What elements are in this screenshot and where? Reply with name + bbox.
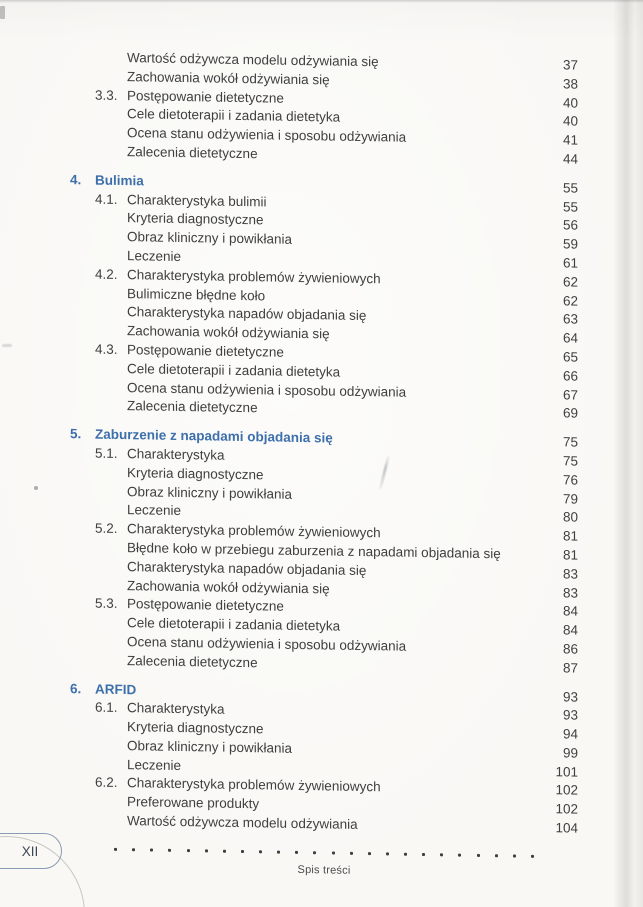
roman-page-number: XII	[21, 843, 39, 859]
toc-entry-page: 59	[562, 236, 578, 252]
toc-entry-page: 62	[562, 292, 578, 309]
toc-entry-page: 56	[562, 217, 578, 233]
toc-entry-page: 40	[562, 113, 578, 129]
toc-entry-page: 41	[562, 132, 578, 148]
toc-entry-page: 102	[555, 801, 578, 817]
toc-entry-label: Bulimia	[95, 172, 144, 189]
toc-entry-number: 4.3.	[95, 341, 118, 357]
toc-entry-label: Cele dietoterapii i zadania dietetyka	[127, 106, 341, 126]
toc-entry-label: Obraz kliniczny i powikłania	[127, 229, 293, 248]
toc-entry-label: Charakterystyka napadów objadania się	[127, 558, 367, 578]
divider-dot	[404, 853, 407, 856]
divider-dot	[458, 853, 461, 856]
toc-entry-page: 84	[562, 603, 578, 619]
toc-entry-page: 84	[562, 622, 578, 638]
toc-entry-page: 61	[562, 255, 578, 271]
toc-entry-number: 4.1.	[95, 191, 118, 207]
divider-dot	[531, 855, 534, 858]
toc-entry-label: Charakterystyka	[127, 446, 225, 463]
divider-dot	[223, 850, 226, 853]
toc-entry-page: 81	[562, 547, 578, 563]
toc-entry-label: Kryteria diagnostyczne	[127, 719, 264, 737]
toc-entry-label: Ocena stanu odżywienia i sposobu odżywiania	[127, 125, 407, 145]
toc-entry-page: 63	[562, 311, 578, 327]
toc-section	[70, 425, 578, 678]
toc-entry-label: Charakterystyka napadów objadania się	[127, 304, 367, 324]
divider-dot	[132, 848, 135, 851]
toc-entry-number: 6.1.	[95, 699, 118, 716]
toc-entry-label: Bulimiczne błędne koło	[127, 285, 266, 303]
toc-entry-page: 40	[562, 94, 578, 111]
divider-dot	[422, 853, 425, 856]
toc-entry-number: 6.	[70, 680, 82, 696]
footer-dotted-divider	[114, 848, 534, 858]
toc-entry-label: Charakterystyka problemów żywieniowych	[127, 775, 381, 795]
toc-section	[70, 680, 578, 839]
toc-entry-label: Wartość odżywcza modelu odżywiania	[127, 813, 358, 833]
divider-dot	[168, 849, 171, 852]
toc-entry-number: 5.3.	[95, 595, 118, 612]
toc-entry-label: Charakterystyka	[127, 700, 225, 718]
toc-entry-number: 5.1.	[95, 445, 118, 461]
toc-entry-page: 83	[562, 566, 578, 582]
toc-entry-page: 37	[562, 57, 578, 73]
toc-entry-label: Kryteria diagnostyczne	[127, 464, 264, 483]
toc-entry-page: 93	[562, 688, 578, 705]
toc-entry-page: 75	[562, 453, 578, 469]
toc-section	[70, 48, 578, 169]
footer-section-label: Spis treści	[297, 863, 351, 877]
divider-dot	[495, 854, 498, 857]
toc-entry-label: Leczenie	[127, 248, 182, 264]
toc-entry-page: 80	[562, 509, 578, 525]
divider-dot	[241, 850, 244, 853]
toc-entry-label: Postępowanie dietetyczne	[127, 87, 284, 106]
toc-entry-page: 102	[555, 782, 578, 799]
toc-entry-page: 65	[562, 349, 578, 365]
toc-entry-label: Preferowane produkty	[127, 794, 260, 812]
toc-entry-label: Zalecenia dietetyczne	[127, 652, 258, 670]
toc-entry-label: Charakterystyka problemów żywieniowych	[127, 521, 381, 541]
divider-dot	[205, 849, 208, 852]
toc-entry-page: 38	[562, 76, 578, 92]
toc-entry-label: ARFID	[95, 681, 137, 697]
toc-entry-page: 86	[562, 641, 578, 657]
toc-entry-label: Cele dietoterapii i zadania dietetyka	[127, 615, 341, 634]
divider-dot	[440, 853, 443, 856]
toc-entry-page: 101	[555, 763, 578, 780]
toc-entry-label: Zalecenia dietetyczne	[127, 398, 258, 416]
toc-entry-label: Leczenie	[127, 502, 182, 519]
divider-dot	[295, 851, 298, 854]
toc-entry-label: Obraz kliniczny i powikłania	[127, 483, 293, 502]
toc-entry-label: Kryteria diagnostyczne	[127, 210, 264, 228]
table-of-contents	[70, 48, 578, 838]
toc-entry-page: 55	[562, 198, 578, 215]
toc-entry-label: Zaburzenie z napadami objadania się	[95, 426, 333, 446]
toc-entry-page: 83	[562, 584, 578, 601]
toc-entry-label: Zachowania wokół odżywiania się	[127, 68, 330, 88]
toc-entry-label: Zalecenia dietetyczne	[127, 144, 258, 162]
toc-entry-page: 62	[562, 274, 578, 290]
divider-dot	[259, 850, 262, 853]
toc-entry-page: 93	[562, 707, 578, 723]
toc-entry-page: 67	[562, 386, 578, 403]
toc-entry-number: 3.3.	[95, 87, 118, 103]
divider-dot	[313, 851, 316, 854]
toc-entry-number: 4.	[70, 171, 82, 188]
toc-entry-label: Charakterystyka problemów żywieniowych	[127, 266, 381, 287]
divider-dot	[350, 852, 353, 855]
toc-entry-number: 5.	[70, 426, 82, 442]
divider-dot	[386, 852, 389, 855]
toc-entry-label: Zachowania wokół odżywiania się	[127, 577, 330, 596]
toc-entry-label: Charakterystyka bulimii	[127, 191, 267, 209]
divider-dot	[477, 854, 480, 857]
toc-entry-page: 87	[562, 660, 578, 676]
divider-dot	[513, 854, 516, 857]
divider-dot	[332, 851, 335, 854]
toc-entry-number: 5.2.	[95, 520, 118, 537]
toc-entry-page: 94	[562, 726, 578, 742]
divider-dot	[368, 852, 371, 855]
divider-dot	[150, 848, 153, 851]
toc-entry-page: 69	[562, 405, 578, 421]
toc-entry-page: 64	[562, 330, 578, 346]
page-footer	[70, 847, 578, 880]
divider-dot	[114, 848, 117, 851]
toc-entry-page: 55	[562, 180, 578, 196]
toc-entry-page: 75	[562, 434, 578, 450]
toc-entry-label: Zachowania wokół odżywiania się	[127, 323, 330, 342]
toc-entry-number: 4.2.	[95, 266, 118, 282]
divider-dot	[187, 849, 190, 852]
toc-entry-label: Wartość odżywcza modelu odżywiania się	[127, 50, 379, 70]
toc-entry-label: Postępowanie dietetyczne	[127, 596, 284, 615]
toc-entry-label: Postępowanie dietetyczne	[127, 342, 284, 360]
toc-entry-label: Obraz kliniczny i powikłania	[127, 737, 293, 756]
toc-entry-page: 66	[562, 368, 578, 384]
toc-entry-label: Ocena stanu odżywienia i sposobu odżywiania	[127, 634, 407, 654]
divider-dot	[277, 850, 280, 853]
toc-entry-label: Błędne koło w przebiegu zaburzenia z napadami objadania się	[127, 540, 501, 562]
toc-entry-page: 104	[555, 820, 578, 836]
toc-entry-number: 6.2.	[95, 775, 118, 791]
toc-entry-label: Cele dietoterapii i zadania dietetyka	[127, 360, 341, 380]
toc-section	[70, 171, 578, 424]
toc-entry-label: Ocena stanu odżywienia i sposobu odżywiania	[127, 379, 407, 400]
toc-entry-page: 44	[562, 151, 578, 167]
toc-entry-label: Leczenie	[127, 756, 182, 773]
toc-entry-page: 81	[562, 528, 578, 544]
toc-entry-page: 99	[562, 745, 578, 761]
toc-entry-page: 76	[562, 472, 578, 488]
toc-entry-page: 79	[562, 490, 578, 507]
